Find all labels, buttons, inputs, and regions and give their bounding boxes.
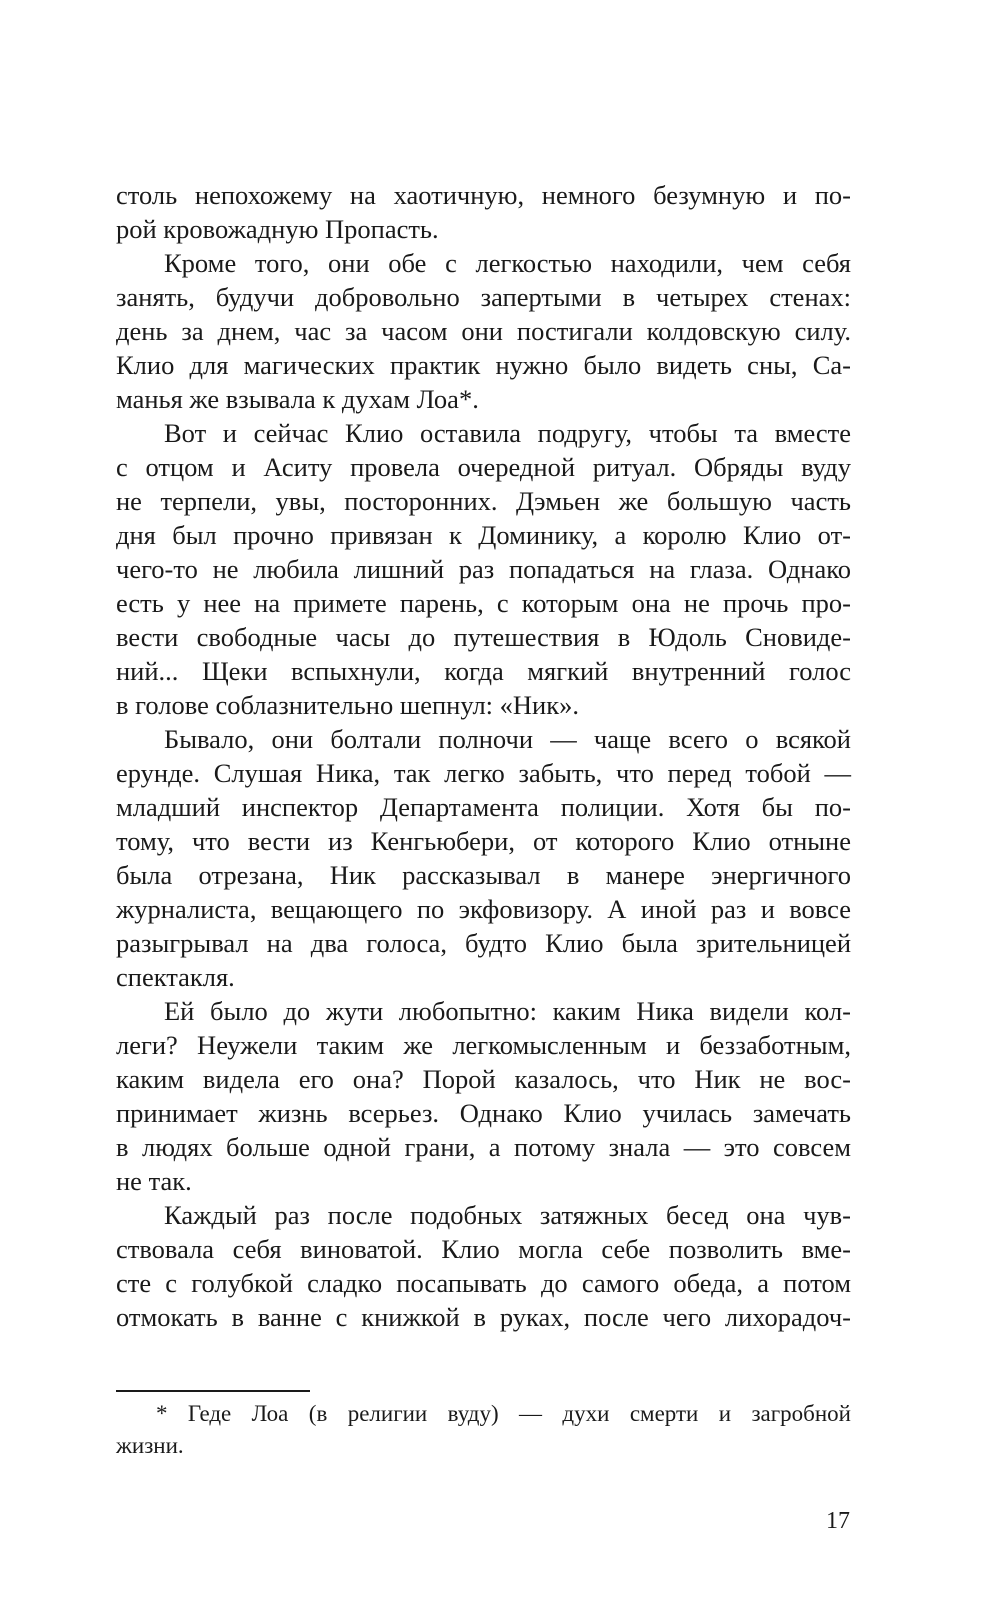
text-line: не терпели, увы, посторонних. Дэмьен же большую часть bbox=[116, 486, 851, 516]
text-line: чего-то не любила лишний раз попадаться на глаза. Однако bbox=[116, 554, 851, 584]
text-line: ствовала себя виноватой. Клио могла себе позволить вме- bbox=[116, 1234, 851, 1264]
text-line: ерунде. Слушая Ника, так легко забыть, что перед тобой — bbox=[116, 758, 851, 788]
text-line: ний... Щеки вспыхнули, когда мягкий внутренний голос bbox=[116, 656, 851, 686]
text-line: Ей было до жути любопытно: каким Ника видели кол- bbox=[164, 996, 851, 1026]
text-line: Бывало, они болтали полночи — чаще всего о всякой bbox=[164, 724, 851, 754]
text-line: разыгрывал на два голоса, будто Клио была зрительницей bbox=[116, 928, 851, 958]
body-text bbox=[116, 178, 851, 1334]
page-number: 17 bbox=[826, 1508, 850, 1534]
text-line: тому, что вести из Кенгьюбери, от которого Клио отныне bbox=[116, 826, 851, 856]
text-line: спектакля. bbox=[116, 962, 235, 992]
text-line: рой кровожадную Пропасть. bbox=[116, 214, 439, 244]
text-line: есть у нее на примете парень, с которым она не прочь про- bbox=[116, 588, 851, 618]
footnote-divider bbox=[116, 1390, 310, 1392]
text-line: с отцом и Аситу провела очередной ритуал. Обряды вуду bbox=[116, 452, 851, 482]
text-line: день за днем, час за часом они постигали колдовскую силу. bbox=[116, 316, 851, 346]
text-line: столь непохожему на хаотичную, немного безумную и по- bbox=[116, 180, 851, 210]
text-line: Кроме того, они обе с легкостью находили, чем себя bbox=[164, 248, 851, 278]
text-line: Клио для магических практик нужно было видеть сны, Са- bbox=[116, 350, 851, 380]
text-line: в голове соблазнительно шепнул: «Ник». bbox=[116, 690, 579, 720]
text-line: в людях больше одной грани, а потому знала — это совсем bbox=[116, 1132, 851, 1162]
text-line: отмокать в ванне с книжкой в руках, после чего лихорадоч- bbox=[116, 1302, 851, 1332]
text-line: сте с голубкой сладко посапывать до самого обеда, а потом bbox=[116, 1268, 851, 1298]
text-line: занять, будучи добровольно запертыми в четырех стенах: bbox=[116, 282, 851, 312]
text-line: не так. bbox=[116, 1166, 192, 1196]
text-line: леги? Неужели таким же легкомысленным и беззаботным, bbox=[116, 1030, 851, 1060]
text-line: дня был прочно привязан к Доминику, а королю Клио от- bbox=[116, 520, 851, 550]
text-line: манья же взывала к духам Лоа*. bbox=[116, 384, 479, 414]
footnote-line: жизни. bbox=[116, 1433, 184, 1458]
text-line: была отрезана, Ник рассказывал в манере энергичного bbox=[116, 860, 851, 890]
footnote-line: * Геде Лоа (в религии вуду) — духи смерти и загробной bbox=[156, 1401, 851, 1426]
footnote bbox=[116, 1398, 851, 1462]
text-line: младший инспектор Департамента полиции. Хотя бы по- bbox=[116, 792, 851, 822]
text-line: Каждый раз после подобных затяжных бесед она чув- bbox=[164, 1200, 851, 1230]
text-line: принимает жизнь всерьез. Однако Клио училась замечать bbox=[116, 1098, 851, 1128]
text-line: Вот и сейчас Клио оставила подругу, чтобы та вместе bbox=[164, 418, 851, 448]
text-line: вести свободные часы до путешествия в Юдоль Сновиде- bbox=[116, 622, 851, 652]
text-line: каким видела его она? Порой казалось, что Ник не вос- bbox=[116, 1064, 851, 1094]
text-line: журналиста, вещающего по экфовизору. А иной раз и вовсе bbox=[116, 894, 851, 924]
